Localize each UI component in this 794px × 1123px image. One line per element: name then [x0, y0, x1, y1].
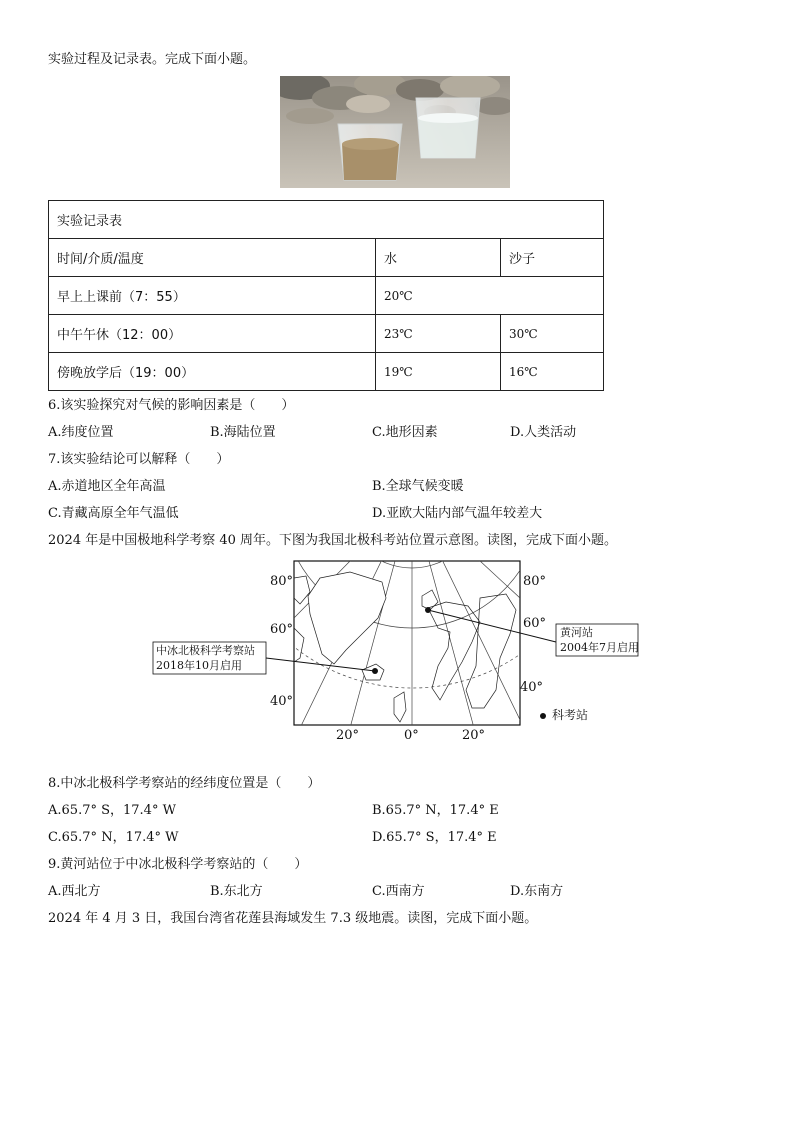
- station-date-huanghe: 2004年7月启用: [560, 641, 639, 654]
- q6-option-c[interactable]: C.地形因素: [372, 425, 438, 440]
- table-row: [49, 277, 604, 315]
- table-row: [49, 353, 604, 391]
- experiment-photo: [280, 76, 510, 188]
- question-6-stem: 6.该实验探究对气候的影响因素是（ ）: [48, 398, 295, 413]
- lat-label-left-60: 60°: [270, 622, 294, 637]
- table-header-water: 水: [376, 239, 501, 277]
- map-legend: [540, 706, 588, 723]
- table-cell-water: 23℃: [376, 315, 501, 353]
- q8-option-a[interactable]: A.65.7° S，17.4° W: [48, 803, 176, 818]
- station-label-huanghe: [560, 625, 639, 655]
- experiment-record-table: [48, 200, 604, 391]
- table-title: 实验记录表: [49, 201, 604, 239]
- legend-label: 科考站: [552, 708, 589, 722]
- station-label-zhongbing: [156, 643, 255, 673]
- question-9-stem: 9.黄河站位于中冰北极科学考察站的（ ）: [48, 857, 308, 872]
- lon-label-20e: 20°: [462, 728, 486, 743]
- table-cell-time: 中午午休（12：00）: [49, 315, 376, 353]
- intro-text-earthquake: 2024 年 4 月 3 日，我国台湾省花莲县海域发生 7.3 级地震。读图，完成下面小题。: [48, 911, 538, 926]
- q9-option-d[interactable]: D.东南方: [510, 884, 564, 899]
- lat-label-right-60: 60°: [523, 616, 547, 631]
- intro-text-arctic: 2024 年是中国极地科学考察 40 周年。下图为我国北极科考站位置示意图。读图，完成下面小题。: [48, 533, 618, 548]
- table-cell-sand: 30℃: [501, 315, 604, 353]
- q8-option-b[interactable]: B.65.7° N，17.4° E: [372, 803, 499, 818]
- station-name-huanghe: 黄河站: [560, 626, 593, 639]
- table-cell-time: 早上上课前（7：55）: [49, 277, 376, 315]
- table-cell-water: 19℃: [376, 353, 501, 391]
- q7-option-c[interactable]: C.青藏高原全年气温低: [48, 506, 179, 521]
- q7-option-a[interactable]: A.赤道地区全年高温: [48, 479, 166, 494]
- q8-option-c[interactable]: C.65.7° N，17.4° W: [48, 830, 179, 845]
- table-cell-sand: 16℃: [501, 353, 604, 391]
- legend-dot-icon: [540, 713, 546, 719]
- station-date-zhongbing: 2018年10月启用: [156, 659, 242, 672]
- question-8-stem: 8.中冰北极科学考察站的经纬度位置是（ ）: [48, 776, 321, 791]
- question-7-stem: 7.该实验结论可以解释（ ）: [48, 452, 230, 467]
- table-row: [49, 315, 604, 353]
- q6-option-a[interactable]: A.纬度位置: [48, 425, 114, 440]
- table-header-time: 时间/介质/温度: [49, 239, 376, 277]
- q6-option-d[interactable]: D.人类活动: [510, 425, 577, 440]
- q8-option-d[interactable]: D.65.7° S，17.4° E: [372, 830, 497, 845]
- intro-text-experiment: 实验过程及记录表。完成下面小题。: [48, 52, 257, 67]
- lat-label-right-80: 80°: [523, 574, 547, 589]
- q7-option-b[interactable]: B.全球气候变暖: [372, 479, 464, 494]
- q9-option-c[interactable]: C.西南方: [372, 884, 425, 899]
- q9-option-b[interactable]: B.东北方: [210, 884, 263, 899]
- lat-label-left-40: 40°: [270, 694, 294, 709]
- table-header-sand: 沙子: [501, 239, 604, 277]
- q9-option-a[interactable]: A.西北方: [48, 884, 101, 899]
- q7-option-d[interactable]: D.亚欧大陆内部气温年较差大: [372, 506, 543, 521]
- q6-option-b[interactable]: B.海陆位置: [210, 425, 276, 440]
- lat-label-right-40: 40°: [520, 680, 544, 695]
- lat-label-left-80: 80°: [270, 574, 294, 589]
- lon-label-0: 0°: [404, 728, 419, 743]
- station-name-zhongbing: 中冰北极科学考察站: [156, 644, 255, 657]
- table-cell-time: 傍晚放学后（19：00）: [49, 353, 376, 391]
- table-cell-water: 20℃: [376, 277, 604, 315]
- lon-label-20w: 20°: [336, 728, 360, 743]
